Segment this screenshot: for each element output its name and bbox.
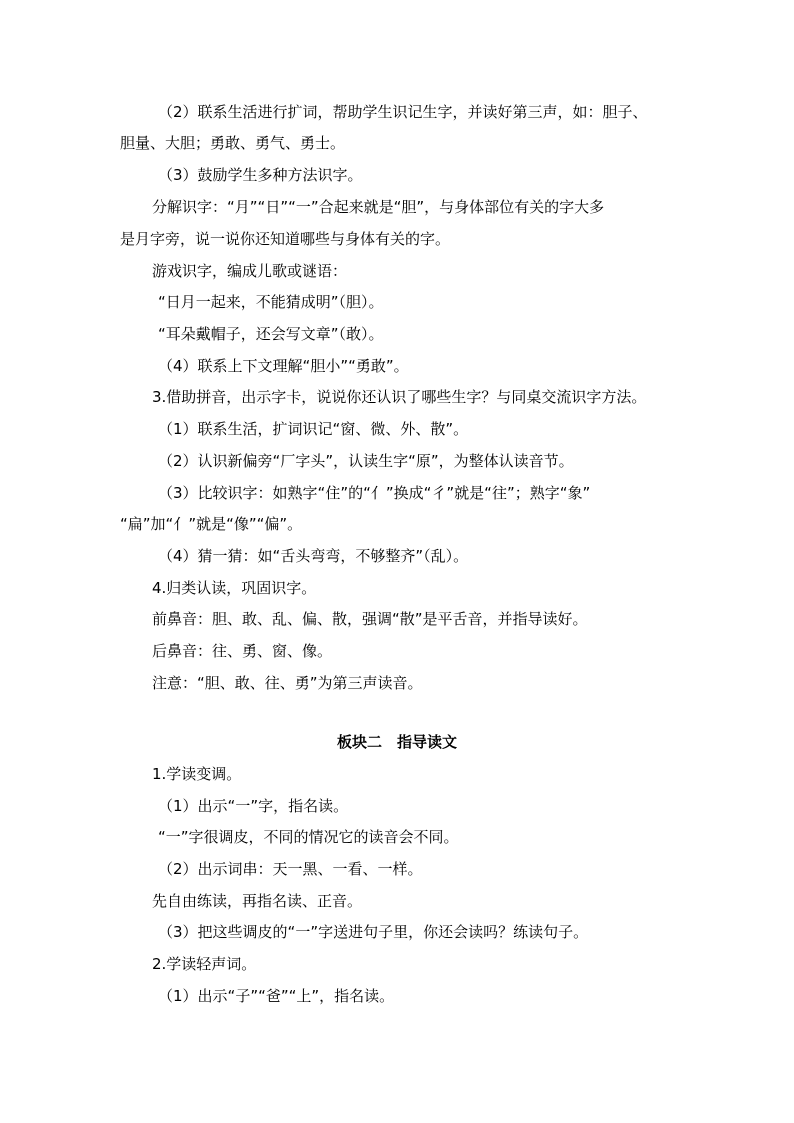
- paragraph-line: 2.学读轻声词。: [152, 955, 257, 973]
- paragraph-line: （4）联系上下文理解“胆小”“勇敢”。: [158, 357, 409, 375]
- paragraph-line: （2）出示词串：天一黑、一看、一样。: [158, 860, 423, 878]
- paragraph-line: （1）出示“一”字，指名读。: [158, 797, 349, 815]
- paragraph-line: （2）认识新偏旁“厂字头”，认读生字“原”，为整体认读音节。: [158, 452, 574, 470]
- paragraph-line: 4.归类认读，巩固识字。: [152, 579, 317, 597]
- paragraph-line: “扁”加“亻”就是“像”“偏”。: [120, 515, 303, 533]
- paragraph-line: 游戏识字，编成儿歌或谜语：: [152, 262, 348, 280]
- paragraph-line: 注意：“胆、敢、往、勇”为第三声读音。: [152, 674, 423, 692]
- paragraph-line: “耳朵戴帽子，还会写文章”（敢）。: [158, 325, 384, 343]
- paragraph-line: 是月字旁，说一说你还知道哪些与身体有关的字。: [120, 230, 451, 248]
- paragraph-line: 先自由练读，再指名读、正音。: [152, 892, 363, 910]
- paragraph-line: “一”字很调皮，不同的情况它的读音会不同。: [158, 828, 459, 846]
- paragraph-line: （3）鼓励学生多种方法识字。: [158, 166, 363, 184]
- paragraph-line: （1）出示“子”“爸”“上”，指名读。: [158, 987, 395, 1005]
- paragraph-line: 前鼻音：胆、敢、乱、偏、散，强调“散”是平舌音，并指导读好。: [152, 610, 588, 628]
- paragraph-line: 3.借助拼音，出示字卡，说说你还认识了哪些生字？与同桌交流识字方法。: [152, 388, 647, 406]
- paragraph-line: （1）联系生活，扩词识记“窗、微、外、散”。: [158, 420, 469, 438]
- paragraph-line: （3）比较识字：如熟字“住”的“亻”换成“彳”就是“往”；熟字“象”: [158, 484, 591, 502]
- paragraph-line: （2）联系生活进行扩词，帮助学生识记生字，并读好第三声，如：胆子、: [158, 103, 648, 121]
- paragraph-line: （3）把这些调皮的“一”字送进句子里，你还会读吗？练读句子。: [158, 923, 589, 941]
- paragraph-line: 后鼻音：往、勇、窗、像。: [152, 642, 333, 660]
- paragraph-line: 胆量、大胆；勇敢、勇气、勇士。: [120, 134, 346, 152]
- paragraph-line: 1.学读变调。: [152, 765, 242, 783]
- paragraph-line: “日月一起来，不能猜成明”（胆）。: [158, 293, 384, 311]
- section-heading: 板块二 指导读文: [336, 733, 457, 751]
- paragraph-line: （4）猜一猜：如“舌头弯弯，不够整齐”（乱）。: [158, 547, 469, 565]
- paragraph-line: 分解识字：“月”“日”“一”合起来就是“胆”，与身体部位有关的字大多: [152, 198, 605, 216]
